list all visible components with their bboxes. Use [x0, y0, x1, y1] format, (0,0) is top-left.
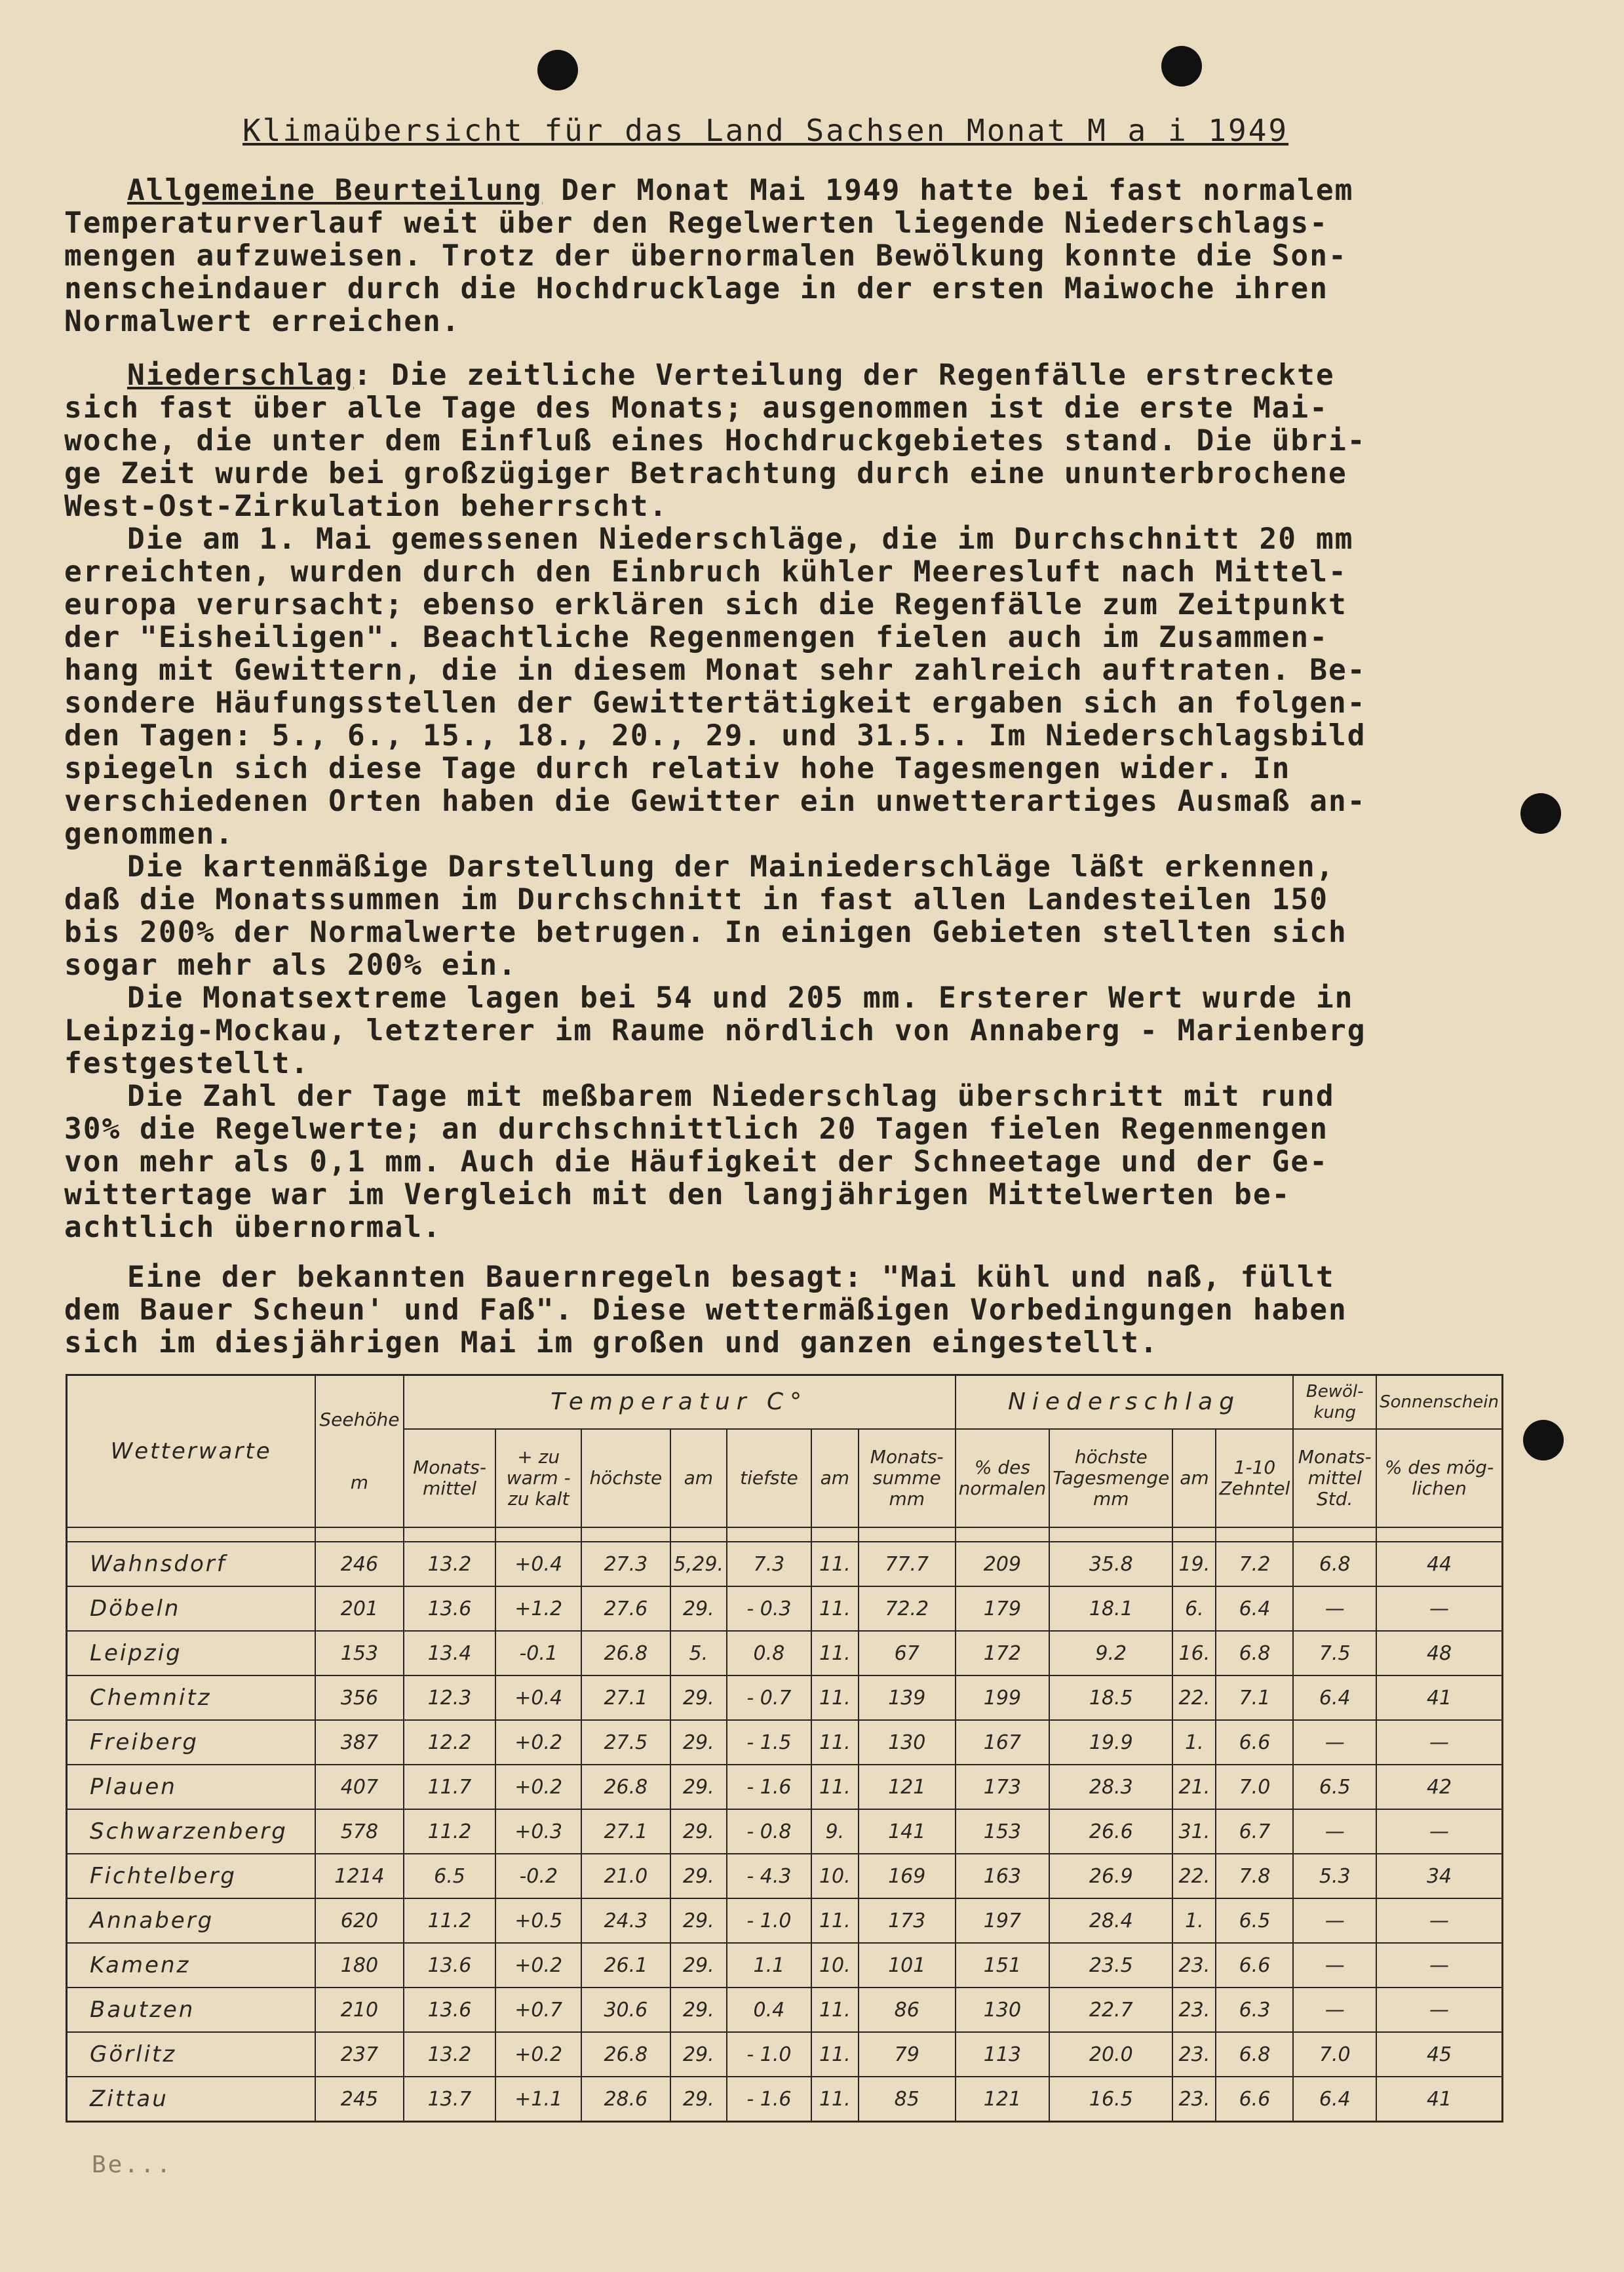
station-name: Freiberg [67, 1720, 316, 1765]
col-header-max-temp: höchste [581, 1429, 670, 1527]
table-cell: - 1.5 [727, 1720, 811, 1765]
table-cell: 42 [1376, 1765, 1502, 1809]
table-cell: +0.4 [495, 1542, 581, 1586]
table-cell: 12.3 [404, 1675, 496, 1720]
table-cell: 26.9 [1049, 1854, 1172, 1898]
table-cell: 1. [1172, 1898, 1216, 1943]
table-cell: 29. [670, 2032, 727, 2077]
table-cell: — [1376, 1586, 1502, 1631]
table-cell: 11.2 [404, 1809, 496, 1854]
table-cell: 28.3 [1049, 1765, 1172, 1809]
table-cell: 13.6 [404, 1988, 496, 2032]
table-cell: 10. [811, 1943, 859, 1988]
precipitation-section [64, 359, 1480, 1244]
table-row [67, 1809, 1503, 1854]
table-cell: 16. [1172, 1631, 1216, 1675]
table-cell: 23. [1172, 2032, 1216, 2077]
table-cell: 23.5 [1049, 1943, 1172, 1988]
group-header-temperature: Temperatur C° [404, 1375, 956, 1430]
station-name: Leipzig [67, 1631, 316, 1675]
table-cell: +0.2 [495, 1765, 581, 1809]
table-row [67, 1988, 1503, 2032]
table-cell: 6. [1172, 1586, 1216, 1631]
page-title: Klimaübersicht für das Land Sachsen Monat M a i 1949 [242, 113, 1289, 148]
table-cell: 29. [670, 1720, 727, 1765]
table-cell: 6.8 [1216, 2032, 1293, 2077]
table-cell: - 1.6 [727, 1765, 811, 1809]
table-row [67, 2032, 1503, 2077]
text-line: Die kartenmäßige Darstellung der Mainiederschläge läßt erkennen, [127, 850, 1335, 884]
table-cell: - 1.0 [727, 2032, 811, 2077]
table-cell: 180 [315, 1943, 403, 1988]
table-cell: +0.5 [495, 1898, 581, 1943]
table-cell: 10. [811, 1854, 859, 1898]
table-cell: 197 [956, 1898, 1050, 1943]
table-cell: 407 [315, 1765, 403, 1809]
col-header-sun-percent: % des mög-lichen [1376, 1429, 1502, 1527]
general-assessment-section [64, 174, 1480, 338]
table-row [67, 1765, 1503, 1809]
table-cell: 34 [1376, 1854, 1502, 1898]
table-cell: 27.6 [581, 1586, 670, 1631]
table-cell: 11. [811, 1765, 859, 1809]
table-cell: 18.1 [1049, 1586, 1172, 1631]
table-cell: 0.8 [727, 1631, 811, 1675]
table-cell: 29. [670, 1809, 727, 1854]
table-cell: 9. [811, 1809, 859, 1854]
table-cell: 16.5 [1049, 2077, 1172, 2122]
table-cell: 9.2 [1049, 1631, 1172, 1675]
col-header-monthly-sum: Monats-summe mm [859, 1429, 956, 1527]
table-cell: 7.5 [1293, 1631, 1376, 1675]
table-cell: 27.5 [581, 1720, 670, 1765]
table-cell: 7.8 [1216, 1854, 1293, 1898]
table-cell: 7.2 [1216, 1542, 1293, 1586]
table-cell: — [1376, 1898, 1502, 1943]
table-cell: 6.6 [1216, 2077, 1293, 2122]
col-header-station: Wetterwarte [67, 1375, 316, 1528]
table-cell: 101 [859, 1943, 956, 1988]
table-cell: 21.0 [581, 1854, 670, 1898]
table-row [67, 2077, 1503, 2122]
table-cell: 27.1 [581, 1675, 670, 1720]
table-cell: 26.8 [581, 1765, 670, 1809]
table-cell: 11. [811, 1631, 859, 1675]
punch-hole [537, 50, 578, 90]
table-cell: 245 [315, 2077, 403, 2122]
table-cell: 141 [859, 1809, 956, 1854]
footer-note: Be... [92, 2151, 173, 2178]
table-cell: 12.2 [404, 1720, 496, 1765]
table-cell: 28.6 [581, 2077, 670, 2122]
table-cell: — [1293, 1586, 1376, 1631]
table-cell: 6.4 [1216, 1586, 1293, 1631]
table-cell: 6.4 [1293, 1675, 1376, 1720]
text-line: nenscheindauer durch die Hochdrucklage in der ersten Maiwoche ihren [64, 272, 1329, 305]
table-cell: 578 [315, 1809, 403, 1854]
climate-table [66, 1374, 1503, 2123]
table-cell: 30.6 [581, 1988, 670, 2032]
table-cell: 41 [1376, 1675, 1502, 1720]
table-cell: 11. [811, 1720, 859, 1765]
text-line: sich fast über alle Tage des Monats; ausgenommen ist die erste Mai- [64, 391, 1329, 425]
table-cell: -0.2 [495, 1854, 581, 1898]
station-name: Plauen [67, 1765, 316, 1809]
station-name: Schwarzenberg [67, 1809, 316, 1854]
table-cell: 11. [811, 1586, 859, 1631]
section-heading: Niederschlag [127, 359, 354, 392]
table-cell: 0.4 [727, 1988, 811, 2032]
table-cell: 21. [1172, 1765, 1216, 1809]
table-cell: 139 [859, 1675, 956, 1720]
table-cell: 172 [956, 1631, 1050, 1675]
table-cell: +0.2 [495, 1720, 581, 1765]
table-cell: 29. [670, 1943, 727, 1988]
text-line: Normalwert erreichen. [64, 305, 461, 338]
table-cell: 620 [315, 1898, 403, 1943]
table-cell: 11.7 [404, 1765, 496, 1809]
table-cell: — [1376, 1943, 1502, 1988]
table-cell: 209 [956, 1542, 1050, 1586]
table-cell: 6.6 [1216, 1943, 1293, 1988]
table-cell: 6.5 [1216, 1898, 1293, 1943]
table-row [67, 1898, 1503, 1943]
table-cell: 27.3 [581, 1542, 670, 1586]
table-cell: +0.4 [495, 1675, 581, 1720]
table-cell: 1214 [315, 1854, 403, 1898]
text-line: den Tagen: 5., 6., 15., 18., 20., 29. und 31.5.. Im Niederschlagsbild [64, 719, 1366, 753]
col-header-max-daily-date: am [1172, 1429, 1216, 1527]
table-cell: +0.2 [495, 1943, 581, 1988]
station-name: Zittau [67, 2077, 316, 2122]
table-cell: 19.9 [1049, 1720, 1172, 1765]
text-line: wittertage war im Vergleich mit den langjährigen Mittelwerten be- [64, 1178, 1291, 1211]
table-cell: 85 [859, 2077, 956, 2122]
table-row [67, 1542, 1503, 1586]
table-cell: 22.7 [1049, 1988, 1172, 2032]
table-cell: 29. [670, 1898, 727, 1943]
table-cell: 130 [956, 1988, 1050, 2032]
table-cell: 29. [670, 1675, 727, 1720]
table-cell: 167 [956, 1720, 1050, 1765]
table-cell: 5,29. [670, 1542, 727, 1586]
table-cell: 72.2 [859, 1586, 956, 1631]
table-cell: — [1293, 1988, 1376, 2032]
text-line: dem Bauer Scheun' und Faß". Diese wettermäßigen Vorbedingungen haben [64, 1293, 1347, 1327]
table-cell: 45 [1376, 2032, 1502, 2077]
table-cell: 6.5 [1293, 1765, 1376, 1809]
text-line: woche, die unter dem Einfluß eines Hochdruckgebietes stand. Die übri- [64, 424, 1366, 458]
text-line: der "Eisheiligen". Beachtliche Regenmengen fielen auch im Zusammen- [64, 621, 1329, 654]
table-cell: 7.0 [1293, 2032, 1376, 2077]
station-name: Kamenz [67, 1943, 316, 1988]
table-cell: 31. [1172, 1809, 1216, 1854]
table-cell: 121 [956, 2077, 1050, 2122]
text-line: erreichten, wurden durch den Einbruch kühler Meeresluft nach Mittel- [64, 555, 1347, 589]
text-line: sondere Häufungsstellen der Gewittertätigkeit ergaben sich an folgen- [64, 686, 1366, 720]
table-row [67, 1943, 1503, 1988]
punch-hole [1520, 793, 1561, 834]
col-header-monthly-mean: Monats-mittel [404, 1429, 496, 1527]
punch-hole [1523, 1420, 1564, 1460]
table-cell: +1.1 [495, 2077, 581, 2122]
text-line: West-Ost-Zirkulation beherrscht. [64, 490, 668, 523]
table-cell: 11. [811, 1898, 859, 1943]
col-header-percent-normal: % des normalen [956, 1429, 1050, 1527]
table-cell: 153 [315, 1631, 403, 1675]
table-cell: 173 [859, 1898, 956, 1943]
text-line: : Die zeitliche Verteilung der Regenfälle erstreckte [353, 359, 1335, 392]
table-cell: 48 [1376, 1631, 1502, 1675]
text-line: hang mit Gewittern, die in diesem Monat sehr zahlreich auftraten. Be- [64, 654, 1366, 687]
table-cell: 29. [670, 1586, 727, 1631]
text-line: von mehr als 0,1 mm. Auch die Häufigkeit der Schneetage und der Ge- [64, 1145, 1329, 1179]
table-cell: — [1376, 1809, 1502, 1854]
table-cell: 153 [956, 1809, 1050, 1854]
table-cell: 23. [1172, 1988, 1216, 2032]
table-cell: 29. [670, 1854, 727, 1898]
col-header-max-daily: höchste Tagesmenge mm [1049, 1429, 1172, 1527]
group-header-precipitation: Niederschlag [956, 1375, 1294, 1430]
table-cell: 13.6 [404, 1943, 496, 1988]
col-header-sun-mean: Monats-mittel Std. [1293, 1429, 1376, 1527]
table-cell: - 1.0 [727, 1898, 811, 1943]
text-line: 30% die Regelwerte; an durchschnittlich 20 Tagen fielen Regenmengen [64, 1112, 1329, 1146]
table-row [67, 1631, 1503, 1675]
table-cell: 246 [315, 1542, 403, 1586]
station-name: Döbeln [67, 1586, 316, 1631]
table-cell: - 1.6 [727, 2077, 811, 2122]
table-cell: - 0.3 [727, 1586, 811, 1631]
table-cell: 1.1 [727, 1943, 811, 1988]
table-cell: 24.3 [581, 1898, 670, 1943]
text-line: mengen aufzuweisen. Trotz der übernormalen Bewölkung konnte die Son- [64, 239, 1347, 273]
table-cell: 7.1 [1216, 1675, 1293, 1720]
table-cell: 173 [956, 1765, 1050, 1809]
table-cell: 163 [956, 1854, 1050, 1898]
table-cell: +1.2 [495, 1586, 581, 1631]
station-name: Bautzen [67, 1988, 316, 2032]
text-line: Die am 1. Mai gemessenen Niederschläge, die im Durchschnitt 20 mm [127, 522, 1354, 556]
table-cell: 6.3 [1216, 1988, 1293, 2032]
text-line: Leipzig-Mockau, letzterer im Raume nördlich von Annaberg - Marienberg [64, 1014, 1366, 1048]
table-cell: — [1376, 1988, 1502, 2032]
table-cell: 1. [1172, 1720, 1216, 1765]
station-name: Wahnsdorf [67, 1542, 316, 1586]
table-cell: 11.2 [404, 1898, 496, 1943]
table-cell: 6.6 [1216, 1720, 1293, 1765]
station-name: Görlitz [67, 2032, 316, 2077]
table-cell: +0.2 [495, 2032, 581, 2077]
farmer-rule-section [64, 1261, 1480, 1360]
table-cell: 26.8 [581, 2032, 670, 2077]
table-row [67, 1720, 1503, 1765]
table-cell: 151 [956, 1943, 1050, 1988]
table-cell: +0.3 [495, 1809, 581, 1854]
table-cell: 13.7 [404, 2077, 496, 2122]
table-cell: 44 [1376, 1542, 1502, 1586]
table-cell: 18.5 [1049, 1675, 1172, 1720]
table-cell: 28.4 [1049, 1898, 1172, 1943]
table-cell: 237 [315, 2032, 403, 2077]
table-cell: 13.4 [404, 1631, 496, 1675]
section-heading: Allgemeine Beurteilung [127, 174, 543, 207]
table-cell: 35.8 [1049, 1542, 1172, 1586]
table-cell: 113 [956, 2032, 1050, 2077]
table-cell: -0.1 [495, 1631, 581, 1675]
text-line: Eine der bekannten Bauernregeln besagt: "Mai kühl und naß, füllt [127, 1261, 1335, 1294]
table-cell: 356 [315, 1675, 403, 1720]
table-cell: 121 [859, 1765, 956, 1809]
table-cell: 6.7 [1216, 1809, 1293, 1854]
table-cell: 6.8 [1293, 1542, 1376, 1586]
text-line: spiegeln sich diese Tage durch relativ hohe Tagesmengen wider. In [64, 752, 1291, 785]
table-cell: 387 [315, 1720, 403, 1765]
table-cell: 26.6 [1049, 1809, 1172, 1854]
text-line: Temperaturverlauf weit über den Regelwerten liegende Niederschlags- [64, 206, 1329, 240]
table-cell: — [1293, 1809, 1376, 1854]
table-cell: 130 [859, 1720, 956, 1765]
group-header-cloudiness: Bewöl-kung [1293, 1375, 1376, 1430]
table-cell: 23. [1172, 1943, 1216, 1988]
table-row [67, 1854, 1503, 1898]
table-cell: 20.0 [1049, 2032, 1172, 2077]
text-line: Die Zahl der Tage mit meßbarem Niederschlag überschritt mit rund [127, 1080, 1335, 1113]
text-line: bis 200% der Normalwerte betrugen. In einigen Gebieten stellten sich [64, 916, 1347, 949]
table-cell: 29. [670, 1765, 727, 1809]
text-line: verschiedenen Orten haben die Gewitter ein unwetterartiges Ausmaß an- [64, 785, 1366, 818]
table-cell: — [1293, 1898, 1376, 1943]
text-line: Der Monat Mai 1949 hatte bei fast normalem [542, 174, 1354, 207]
text-line: genommen. [64, 817, 235, 851]
table-cell: - 0.8 [727, 1809, 811, 1854]
table-cell: 6.4 [1293, 2077, 1376, 2122]
table-cell: 6.5 [404, 1854, 496, 1898]
table-cell: 199 [956, 1675, 1050, 1720]
table-cell: 22. [1172, 1854, 1216, 1898]
table-cell: 6.8 [1216, 1631, 1293, 1675]
table-cell: 5.3 [1293, 1854, 1376, 1898]
table-cell: 179 [956, 1586, 1050, 1631]
col-header-min-date: am [811, 1429, 859, 1527]
text-line: Die Monatsextreme lagen bei 54 und 205 mm. Ersterer Wert wurde in [127, 981, 1354, 1015]
table-cell: — [1293, 1720, 1376, 1765]
table-cell: 201 [315, 1586, 403, 1631]
table-cell: 7.0 [1216, 1765, 1293, 1809]
col-header-altitude: Seehöhe m [315, 1375, 403, 1528]
table-cell: - 0.7 [727, 1675, 811, 1720]
col-header-max-date: am [670, 1429, 727, 1527]
table-cell: 26.1 [581, 1943, 670, 1988]
table-cell: 13.2 [404, 1542, 496, 1586]
text-line: festgestellt. [64, 1047, 310, 1080]
table-cell: 13.6 [404, 1586, 496, 1631]
table-row [67, 1675, 1503, 1720]
station-name: Fichtelberg [67, 1854, 316, 1898]
table-row [67, 1586, 1503, 1631]
col-header-deviation: + zu warm - zu kalt [495, 1429, 581, 1527]
table-cell: +0.7 [495, 1988, 581, 2032]
table-cell: 77.7 [859, 1542, 956, 1586]
col-header-tenths: 1-10 Zehntel [1216, 1429, 1293, 1527]
table-cell: 11. [811, 1542, 859, 1586]
table-cell: 19. [1172, 1542, 1216, 1586]
table-cell: — [1376, 1720, 1502, 1765]
table-cell: 7.3 [727, 1542, 811, 1586]
table-cell: 11. [811, 2032, 859, 2077]
table-cell: 22. [1172, 1675, 1216, 1720]
table-cell: 11. [811, 2077, 859, 2122]
table-cell: 27.1 [581, 1809, 670, 1854]
col-header-min-temp: tiefste [727, 1429, 811, 1527]
table-cell: 67 [859, 1631, 956, 1675]
text-line: achtlich übernormal. [64, 1211, 442, 1244]
table-cell: 11. [811, 1988, 859, 2032]
table-cell: 23. [1172, 2077, 1216, 2122]
text-line: daß die Monatssummen im Durchschnitt in fast allen Landesteilen 150 [64, 883, 1329, 916]
table-cell: 26.8 [581, 1631, 670, 1675]
table-cell: — [1293, 1943, 1376, 1988]
table-cell: 169 [859, 1854, 956, 1898]
table-cell: 41 [1376, 2077, 1502, 2122]
table-cell: 5. [670, 1631, 727, 1675]
text-line: sogar mehr als 200% ein. [64, 949, 517, 982]
group-header-sunshine: Sonnenschein [1376, 1375, 1502, 1430]
table-cell: 13.2 [404, 2032, 496, 2077]
table-cell: 210 [315, 1988, 403, 2032]
punch-hole [1161, 46, 1202, 87]
table-cell: 29. [670, 2077, 727, 2122]
station-name: Annaberg [67, 1898, 316, 1943]
text-line: ge Zeit wurde bei großzügiger Betrachtung durch eine ununterbrochene [64, 457, 1347, 490]
text-line: europa verursacht; ebenso erklären sich die Regenfälle zum Zeitpunkt [64, 588, 1347, 621]
table-cell: 29. [670, 1988, 727, 2032]
text-line: sich im diesjährigen Mai im großen und ganzen eingestellt. [64, 1326, 1159, 1360]
table-cell: - 4.3 [727, 1854, 811, 1898]
table-cell: 79 [859, 2032, 956, 2077]
table-cell: 86 [859, 1988, 956, 2032]
table-cell: 11. [811, 1675, 859, 1720]
station-name: Chemnitz [67, 1675, 316, 1720]
